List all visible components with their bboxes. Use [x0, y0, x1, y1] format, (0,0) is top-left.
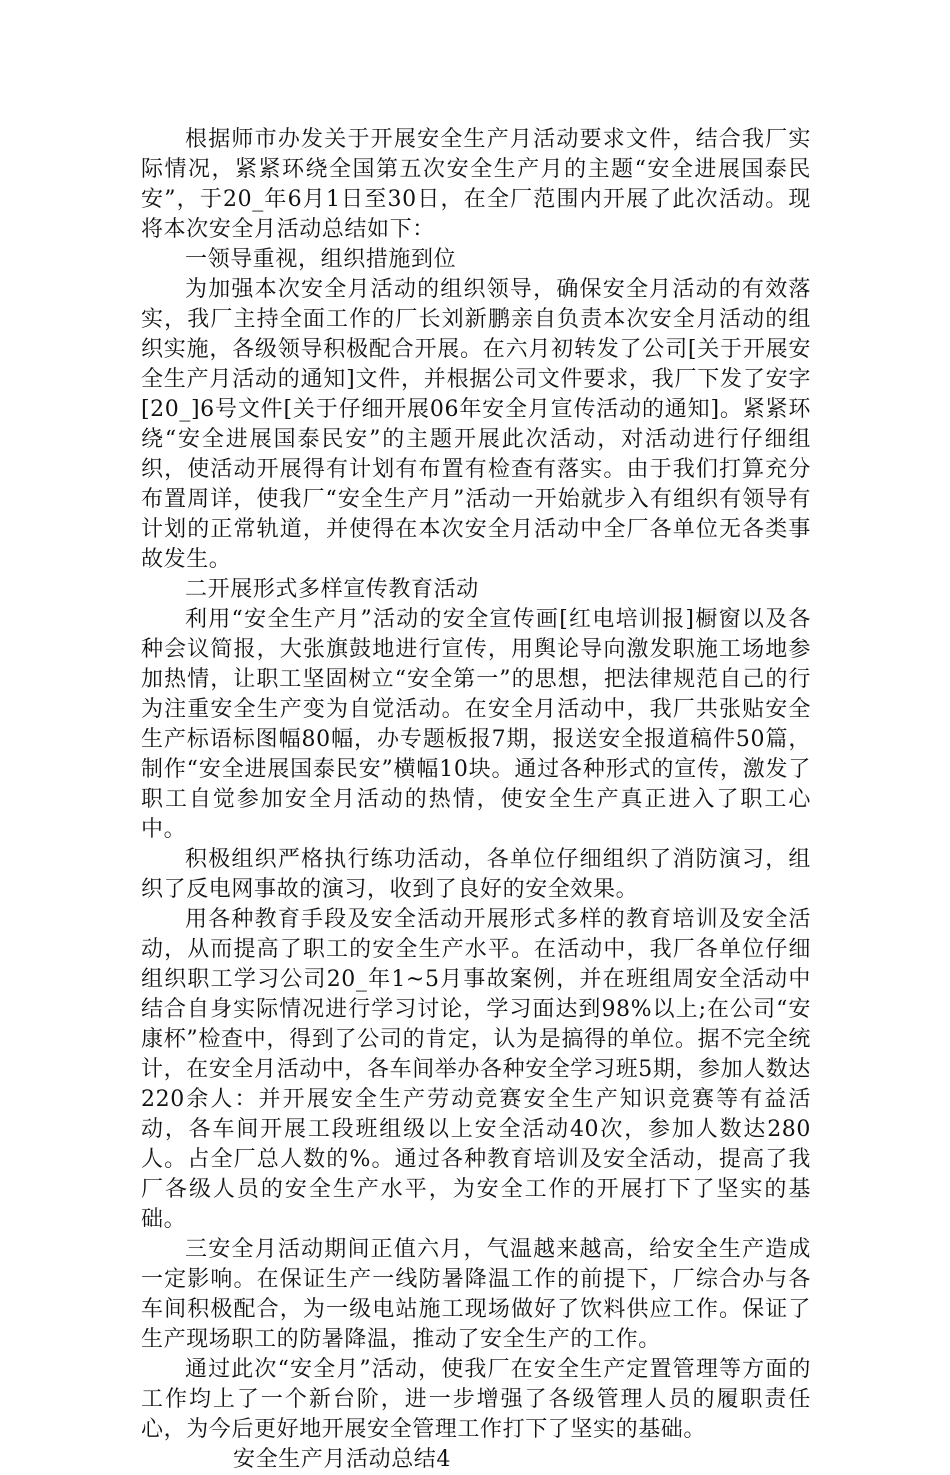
paragraph-section-2-publicity: 利用“安全生产月”活动的安全宣传画[红电培训报]橱窗以及各种会议简报，大张旗鼓地进行宣传，用舆论导向激发职施工场地参加热情，让职工坚固树立“安全第一”的思想，把法律规范自己的行为注重安全生产变为自觉活动。在安全月活动中，我厂共张贴安全生产标语标图幅80幅，办专题板报7期，报送安全报道稿件50篇，制作“安全进展国泰民安”横幅10块。通过各种形式的宣传，激发了职工自觉参加安全月活动的热情，使安全生产真正进入了职工心中。 [141, 607, 811, 842]
paragraph-conclusion: 通过此次“安全月”活动，使我厂在安全生产定置管理等方面的工作均上了一个新台阶，进一步增强了各级管理人员的履职责任心，为今后更好地开展安全管理工作打下了坚实的基础。 [141, 1357, 811, 1442]
next-document-title: 安全生产月活动总结4 [233, 1447, 451, 1472]
paragraph-intro: 根据师市办发关于开展安全生产月活动要求文件，结合我厂实际情况，紧紧环绕全国第五次安全生产月的主题“安全进展国泰民安”，于20_年6月1日至30日，在全厂范围内开展了此次活动。现将本次安全月活动总结如下： [141, 127, 811, 242]
section-heading-1: 一领导重视，组织措施到位 [185, 247, 457, 272]
paragraph-section-2-drills: 积极组织严格执行练功活动，各单位仔细组织了消防演习，组织了反电网事故的演习，收到了良好的安全效果。 [141, 847, 811, 902]
paragraph-section-1: 为加强本次安全月活动的组织领导，确保安全月活动的有效落实，我厂主持全面工作的厂长刘新鹏亲自负责本次安全月活动的组织实施，各级领导积极配合开展。在六月初转发了公司[关于开展安全生产月活动的通知]文件，并根据公司文件要求，我厂下发了安字[20_]6号文件[关于仔细开展06年安全月宣传活动的通知]。紧紧环绕“安全进展国泰民安”的主题开展此次活动，对活动进行仔细组织，使活动开展得有计划有布置有检查有落实。由于我们打算充分布置周详，使我厂“安全生产月”活动一开始就步入有组织有领导有计划的正常轨道，并使得在本次安全月活动中全厂各单位无各类事故发生。 [141, 277, 811, 572]
paragraph-section-3: 三安全月活动期间正值六月，气温越来越高，给安全生产造成一定影响。在保证生产一线防暑降温工作的前提下，厂综合办与各车间积极配合，为一级电站施工现场做好了饮料供应工作。保证了生产现场职工的防暑降温，推动了安全生产的工作。 [141, 1237, 811, 1352]
section-heading-2: 二开展形式多样宣传教育活动 [185, 577, 479, 602]
paragraph-section-2-training: 用各种教育手段及安全活动开展形式多样的教育培训及安全活动，从而提高了职工的安全生产水平。在活动中，我厂各单位仔细组织职工学习公司20_年1~5月事故案例，并在班组周安全活动中结合自身实际情况进行学习讨论，学习面达到98%以上;在公司“安康杯”检查中，得到了公司的肯定，认为是搞得的单位。据不完全统计，在安全月活动中，各车间举办各种安全学习班5期，参加人数达220余人：并开展安全生产劳动竞赛安全生产知识竞赛等有益活动，各车间开展工段班组级以上安全活动40次，参加人数达280人。占全厂总人数的%。通过各种教育培训及安全活动，提高了我厂各级人员的安全生产水平，为安全工作的开展打下了坚实的基础。 [141, 907, 811, 1232]
document-body [141, 125, 811, 1475]
